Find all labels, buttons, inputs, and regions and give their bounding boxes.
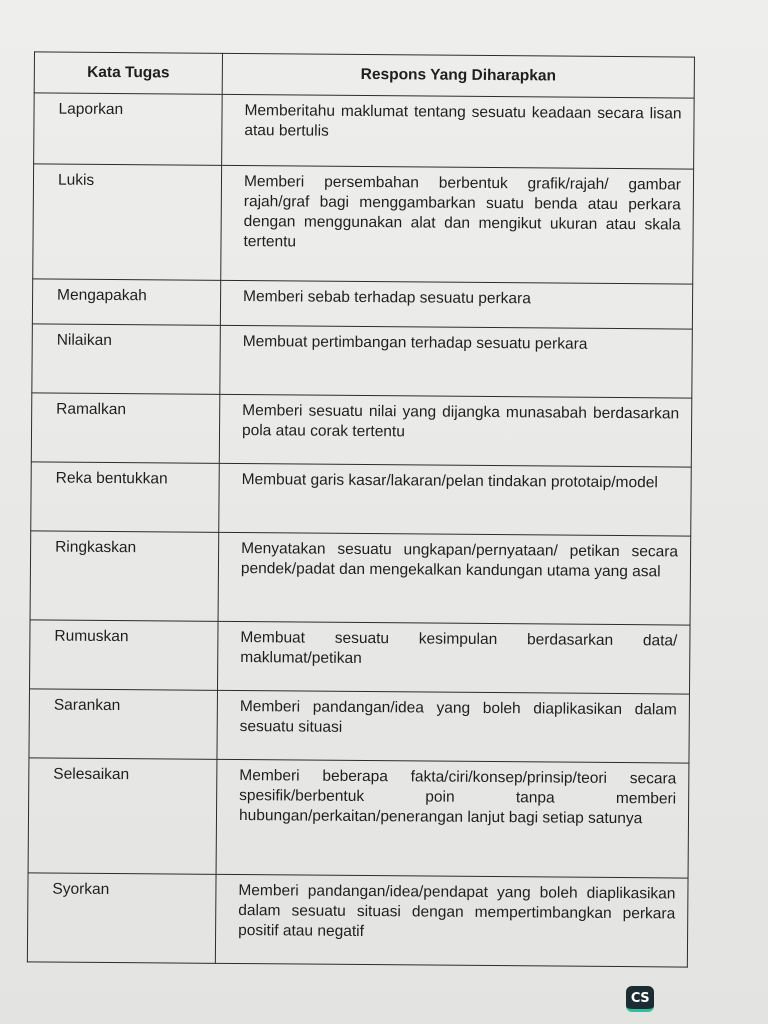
table-row [32, 279, 692, 329]
task-words-table [27, 51, 695, 967]
table-row [31, 393, 692, 467]
table-row [34, 93, 695, 169]
table-row [27, 873, 688, 967]
task-word: Syorkan [27, 873, 216, 963]
expected-response: Memberi sebab terhadap sesuatu perkara [220, 280, 692, 329]
table-row [32, 324, 693, 398]
expected-response: Memberi beberapa fakta/ciri/konsep/prinsip/teori secara spesifik/berbentuk poin tanpa memberi hubungan/perkaitan/penerangan lanjut bagi setiap satunya [216, 759, 689, 878]
camscanner-logo-icon: CS [626, 986, 654, 1012]
expected-response: Membuat sesuatu kesimpulan berdasarkan data/ maklumat/petikan [217, 621, 690, 694]
expected-response: Membuat pertimbangan terhadap sesuatu perkara [220, 325, 693, 398]
table-row [28, 758, 689, 878]
task-word: Nilaikan [32, 324, 221, 394]
task-word: Reka bentukkan [31, 462, 220, 532]
table-row [31, 462, 692, 536]
expected-response: Membuat garis kasar/lakaran/pelan tindakan prototaip/model [219, 463, 692, 536]
expected-response: Memberi pandangan/idea/pendapat yang boleh diaplikasikan dalam sesuatu situasi dengan mempertimbangkan perkara positif atau negatif [215, 874, 688, 967]
expected-response: Menyatakan sesuatu ungkapan/pernyataan/ petikan secara pendek/padat dan mengekalkan kandungan utama yang asal [218, 532, 691, 625]
task-word: Laporkan [34, 93, 223, 165]
task-word: Selesaikan [28, 758, 217, 874]
expected-response: Memberi pandangan/idea yang boleh diaplikasikan dalam sesuatu situasi [217, 690, 690, 763]
task-word: Ramalkan [31, 393, 220, 463]
task-word: Sarankan [29, 689, 218, 759]
table-row [30, 531, 691, 625]
task-word: Ringkaskan [30, 531, 219, 621]
task-word: Mengapakah [32, 279, 220, 325]
expected-response: Memberitahu maklumat tentang sesuatu keadaan secara lisan atau bertulis [222, 94, 695, 169]
task-word: Rumuskan [30, 620, 219, 690]
table-row [29, 689, 690, 763]
table-header-row [34, 52, 694, 98]
header-respons: Respons Yang Diharapkan [222, 53, 694, 98]
expected-response: Memberi sesuatu nilai yang dijangka munasabah berdasarkan pola atau corak tertentu [219, 394, 692, 467]
header-kata-tugas: Kata Tugas [34, 52, 222, 94]
task-word: Lukis [33, 164, 222, 280]
expected-response: Memberi persembahan berbentuk grafik/rajah/ gambar rajah/graf bagi menggambarkan suatu benda atau perkara dengan menggunakan alat dan mengikut ukuran atau skala tertentu [221, 165, 694, 284]
table-row [33, 164, 694, 284]
table-row [30, 620, 691, 694]
